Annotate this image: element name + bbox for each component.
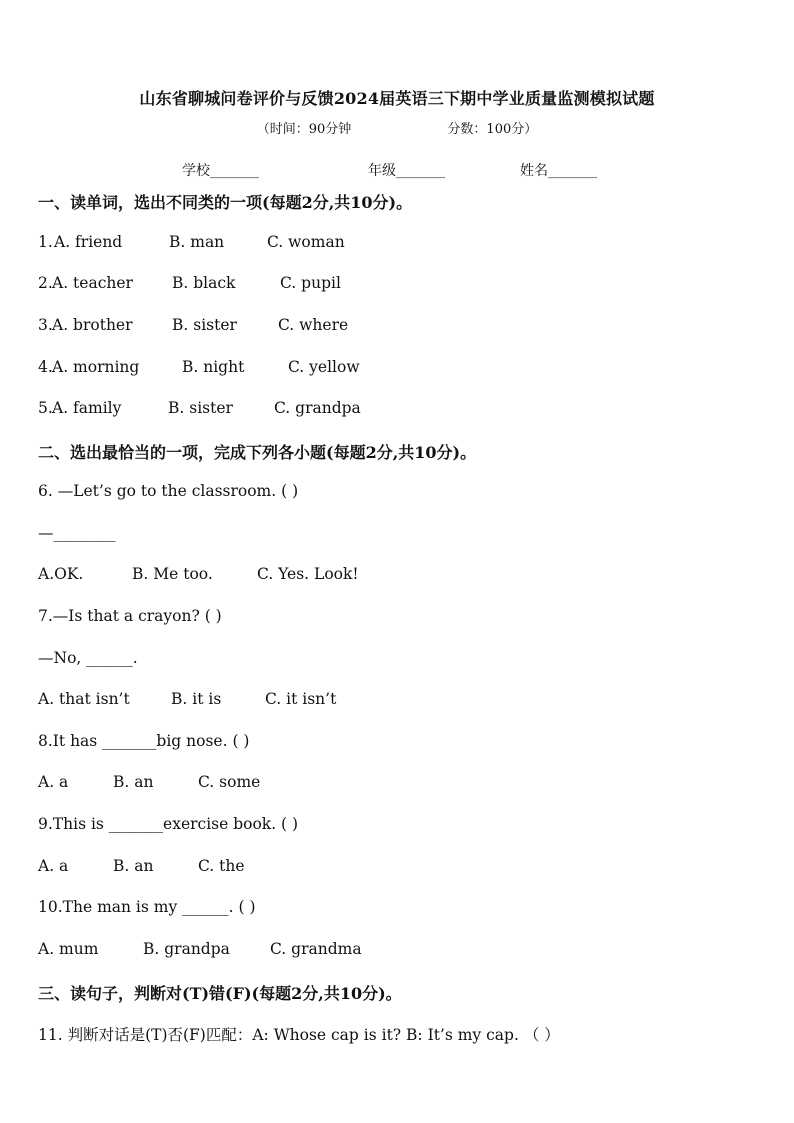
section-3-heading: 三、读句子，判断对(T)错(F)(每题2分,共10分)。 bbox=[38, 984, 402, 1003]
option-b[interactable]: B. an bbox=[113, 857, 154, 875]
exam-title: 山东省聊城问卷评价与反馈2024届英语三下期中学业质量监测模拟试题 bbox=[139, 89, 655, 108]
option-a[interactable]: A. mum bbox=[38, 940, 99, 958]
option-a[interactable]: A. a bbox=[38, 857, 69, 875]
section-1-heading: 一、读单词，选出不同类的一项(每题2分,共10分)。 bbox=[38, 193, 413, 212]
option-a[interactable]: A. a bbox=[38, 773, 69, 791]
option-b[interactable]: B. sister bbox=[168, 399, 233, 417]
option-b[interactable]: B. Me too. bbox=[132, 565, 213, 583]
question-1 bbox=[38, 233, 345, 251]
option-a[interactable]: A. brother bbox=[52, 316, 133, 334]
grade-field[interactable]: 年级_______ bbox=[368, 163, 445, 179]
question-6-options bbox=[38, 565, 359, 583]
question-9-options bbox=[38, 857, 245, 875]
option-a[interactable]: A. teacher bbox=[52, 274, 133, 292]
question-10-stem: 10.The man is my ______. ( ) bbox=[38, 898, 256, 916]
option-c[interactable]: C. the bbox=[198, 857, 245, 875]
option-a[interactable]: A. friend bbox=[54, 233, 123, 251]
question-8-stem: 8.It has _______big nose. ( ) bbox=[38, 732, 250, 750]
option-b[interactable]: B. grandpa bbox=[143, 940, 230, 958]
question-9-stem: 9.This is _______exercise book. ( ) bbox=[38, 815, 299, 833]
question-3 bbox=[38, 316, 349, 334]
question-10-options bbox=[38, 940, 362, 958]
name-field[interactable]: 姓名_______ bbox=[520, 163, 597, 179]
option-c[interactable]: C. woman bbox=[267, 233, 345, 251]
option-b[interactable]: B. it is bbox=[171, 690, 222, 708]
question-6-reply: —________ bbox=[38, 524, 116, 542]
question-number: 1. bbox=[38, 233, 53, 251]
question-5 bbox=[38, 399, 361, 417]
question-7-options bbox=[38, 690, 337, 708]
question-number: 3. bbox=[38, 316, 53, 334]
question-6-stem: 6. —Let’s go to the classroom. ( ) bbox=[38, 482, 299, 500]
question-7-reply: —No, ______. bbox=[38, 649, 138, 667]
question-2 bbox=[38, 274, 341, 292]
option-b[interactable]: B. an bbox=[113, 773, 154, 791]
option-b[interactable]: B. sister bbox=[172, 316, 237, 334]
option-c[interactable]: C. yellow bbox=[288, 358, 360, 376]
option-c[interactable]: C. grandpa bbox=[274, 399, 361, 417]
option-b[interactable]: B. night bbox=[182, 358, 245, 376]
option-c[interactable]: C. some bbox=[198, 773, 261, 791]
option-a[interactable]: A. family bbox=[52, 399, 122, 417]
question-4 bbox=[38, 358, 360, 376]
option-b[interactable]: B. man bbox=[169, 233, 225, 251]
question-number: 5. bbox=[38, 399, 53, 417]
option-a[interactable]: A. that isn’t bbox=[38, 690, 130, 708]
question-8-options bbox=[38, 773, 261, 791]
section-2-heading: 二、选出最恰当的一项，完成下列各小题(每题2分,共10分)。 bbox=[38, 443, 477, 462]
option-c[interactable]: C. where bbox=[278, 316, 349, 334]
option-a[interactable]: A. morning bbox=[52, 358, 140, 376]
option-c[interactable]: C. pupil bbox=[280, 274, 341, 292]
total-score: 分数：100分） bbox=[447, 122, 538, 137]
option-c[interactable]: C. it isn’t bbox=[265, 690, 337, 708]
exam-subinfo bbox=[0, 118, 794, 137]
option-a[interactable]: A.OK. bbox=[38, 565, 84, 583]
question-11: 11. 判断对话是(T)否(F)匹配：A: Whose cap is it? B: It’s my cap. （ ） bbox=[38, 1026, 560, 1044]
school-field[interactable]: 学校_______ bbox=[182, 163, 259, 179]
time-limit: （时间：90分钟 bbox=[256, 122, 352, 137]
option-c[interactable]: C. grandma bbox=[270, 940, 362, 958]
question-number: 4. bbox=[38, 358, 53, 376]
question-number: 2. bbox=[38, 274, 53, 292]
question-7-stem: 7.—Is that a crayon? ( ) bbox=[38, 607, 222, 625]
option-b[interactable]: B. black bbox=[172, 274, 236, 292]
option-c[interactable]: C. Yes. Look! bbox=[257, 565, 359, 583]
